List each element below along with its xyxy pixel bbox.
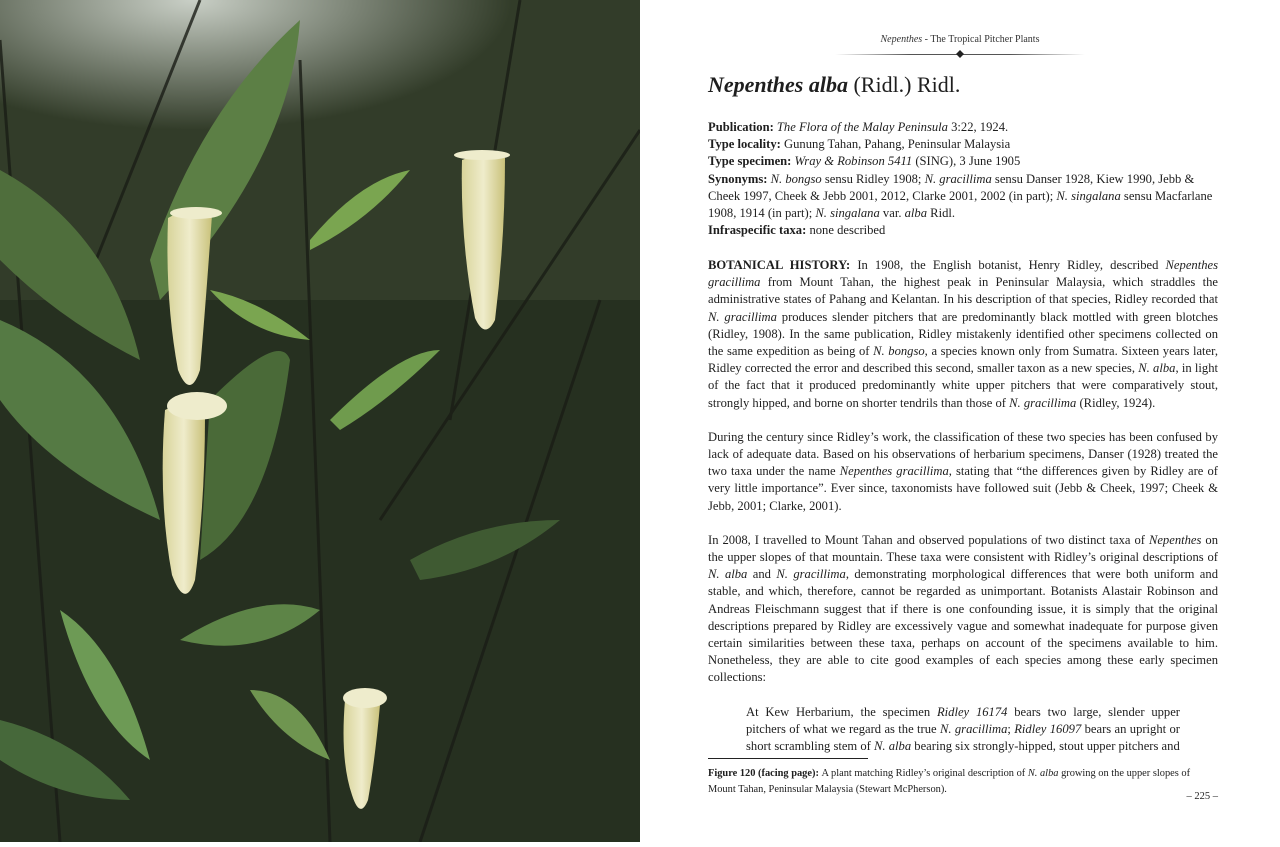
figure-caption bbox=[708, 766, 1218, 797]
italic-text: N. gracillima bbox=[708, 309, 777, 324]
italic-text: The Flora of the Malay Peninsula bbox=[776, 120, 948, 134]
species-metadata bbox=[708, 119, 1218, 239]
metadata-line bbox=[708, 119, 1218, 136]
italic-text: N. alba bbox=[1138, 361, 1176, 376]
italic-text: N. singalana bbox=[815, 206, 880, 221]
species-name: Nepenthes alba bbox=[708, 72, 848, 97]
italic-text: N. bongso bbox=[770, 171, 822, 186]
header-ornament bbox=[835, 50, 1085, 58]
italic-text: Nepenthes bbox=[1148, 532, 1202, 547]
metadata-line bbox=[708, 136, 1218, 153]
footnote-rule bbox=[708, 758, 868, 759]
paragraph bbox=[708, 257, 1218, 412]
bold-label: Publication: bbox=[708, 120, 777, 134]
metadata-line bbox=[708, 222, 1218, 239]
italic-text: N. alba bbox=[874, 739, 912, 754]
text-run: Ridl. bbox=[927, 206, 956, 221]
text-run: sensu Macfarlane 1908, 1914 (in part); bbox=[708, 188, 1213, 221]
running-header bbox=[835, 34, 1085, 45]
text-run: bears an upright or short scrambling stem of bbox=[746, 721, 1181, 754]
text-run: growing on the upper slopes of Mount Tahan, Peninsular Malaysia (Stewart McPherson). bbox=[708, 768, 1191, 795]
italic-text: N. gracillima bbox=[776, 567, 846, 582]
paragraph bbox=[708, 532, 1218, 687]
text-run: and bbox=[747, 567, 777, 582]
italic-text: N. bongso bbox=[873, 344, 925, 359]
bold-label: Type specimen: bbox=[708, 154, 795, 169]
text-run: A plant matching Ridley’s original description of bbox=[821, 768, 1028, 779]
text-run: At Kew Herbarium, the specimen bbox=[746, 704, 937, 719]
book-page bbox=[640, 0, 1280, 842]
text-run: sensu Ridley 1908; bbox=[821, 171, 925, 186]
page-title bbox=[708, 72, 960, 98]
text-run: (SING), 3 June 1905 bbox=[912, 154, 1021, 169]
running-header-genus: Nepenthes bbox=[880, 34, 923, 45]
paragraph bbox=[708, 429, 1218, 515]
text-run: var. bbox=[879, 206, 905, 221]
text-run: Gunung Tahan, Pahang, Peninsular Malaysia bbox=[784, 137, 1011, 152]
text-run: bears two large, slender upper pitchers of what we regard as the true bbox=[746, 704, 1180, 736]
text-run: ; bbox=[1007, 721, 1015, 736]
bold-label: BOTANICAL HISTORY: bbox=[708, 258, 858, 272]
italic-text: Ridley 16174 bbox=[936, 704, 1008, 719]
italic-text: Wray & Robinson 5411 bbox=[794, 154, 913, 169]
italic-text: N. alba bbox=[1027, 768, 1059, 779]
text-run: produces slender pitchers that are predominantly black mottled with green blotches (Ridley, 1908). In the same publication, Ridley mistakenly identified other specimens collected on the same expedition as being of bbox=[708, 309, 1219, 359]
text-run: none described bbox=[809, 223, 886, 238]
italic-text: Ridley 16097 bbox=[1014, 721, 1082, 736]
body-text bbox=[708, 257, 1218, 755]
text-run: on the upper slopes of that mountain. These taxa were consistent with Ridley’s original descriptions of bbox=[708, 532, 1218, 565]
bold-label: Infraspecific taxa: bbox=[708, 223, 810, 238]
italic-text: alba bbox=[904, 206, 928, 221]
italic-text: N. gracillima bbox=[1009, 395, 1077, 410]
text-run: , a species known only from Sumatra. Sixteen years later, Ridley corrected the error and described this second, smaller taxon as a new species, bbox=[708, 344, 1218, 376]
page-number: – 225 – bbox=[1186, 791, 1218, 802]
running-header-title: - The Tropical Pitcher Plants bbox=[922, 34, 1040, 45]
text-run: In 2008, I travelled to Mount Tahan and observed populations of two distinct taxa of bbox=[708, 532, 1149, 547]
species-authority: (Ridl.) Ridl. bbox=[847, 72, 961, 97]
metadata-line bbox=[708, 171, 1218, 223]
text-run: During the century since Ridley’s work, the classification of these two species has been confused by lack of adequate data. Based on his observations of herbarium specimens, Danser (1928) treated the two taxa under the name bbox=[708, 429, 1218, 479]
text-run: , stating that “the differences given by Ridley are of very little importance”. Ever since, taxonomists have followed suit (Jebb & Cheek, 1997; Cheek & Jebb, 2001; Clarke, 2001). bbox=[708, 464, 1218, 513]
italic-text: N. gracillima bbox=[939, 721, 1008, 736]
bold-label: Type locality: bbox=[708, 137, 785, 152]
text-run: sensu Danser 1928, Kiew 1990, Jebb & Cheek 1997, Cheek & Jebb 2001, 2012, Clarke 2001, 2002 (in part); bbox=[708, 171, 1195, 203]
paragraph-list bbox=[708, 257, 1218, 687]
nepenthes-alba-photo bbox=[0, 0, 640, 842]
italic-text: Nepenthes gracillima bbox=[708, 258, 1218, 290]
italic-text: N. singalana bbox=[1056, 188, 1121, 203]
italic-text: N. gracillima bbox=[924, 171, 992, 186]
bold-label: Synonyms: bbox=[708, 171, 771, 186]
text-run: from Mount Tahan, the highest peak in Peninsular Malaysia, which straddles the administrative states of Pahang and Kelantan. In his description of that species, Ridley recorded that bbox=[708, 275, 1218, 307]
block-quote bbox=[746, 704, 1180, 756]
text-run: , demonstrating morphological differences that were both uniform and stable, and which, therefore, cannot be regarded as unimportant. Botanists Alastair Robinson and Andreas Fleischmann suggest that if there is one confounding issue, it is simply that the original descriptions prepared by Ridley are excessively vague and somewhat inadequate for purpose given certain similarities between these taxa, perhaps on account of the specimens available to him. Nonetheless, they are able to cite good examples of each species among these early specimen collections: bbox=[708, 567, 1218, 685]
text-run: In 1908, the English botanist, Henry Ridley, described bbox=[857, 258, 1166, 272]
text-run: (Ridley, 1924). bbox=[1076, 395, 1156, 410]
bold-label: Figure 120 (facing page): bbox=[708, 768, 822, 779]
italic-text: Nepenthes gracillima bbox=[839, 464, 949, 479]
text-run: bearing six strongly-hipped, stout upper pitchers and bbox=[911, 739, 1180, 754]
plant-photo bbox=[0, 0, 640, 842]
text-run: , in light of the fact that it produced predominantly white upper pitchers that were comparatively stout, strongly hipped, and borne on shorter tendrils than those of bbox=[708, 361, 1218, 410]
metadata-line bbox=[708, 153, 1218, 170]
text-run: 3:22, 1924. bbox=[947, 120, 1009, 134]
italic-text: N. alba bbox=[708, 567, 748, 582]
